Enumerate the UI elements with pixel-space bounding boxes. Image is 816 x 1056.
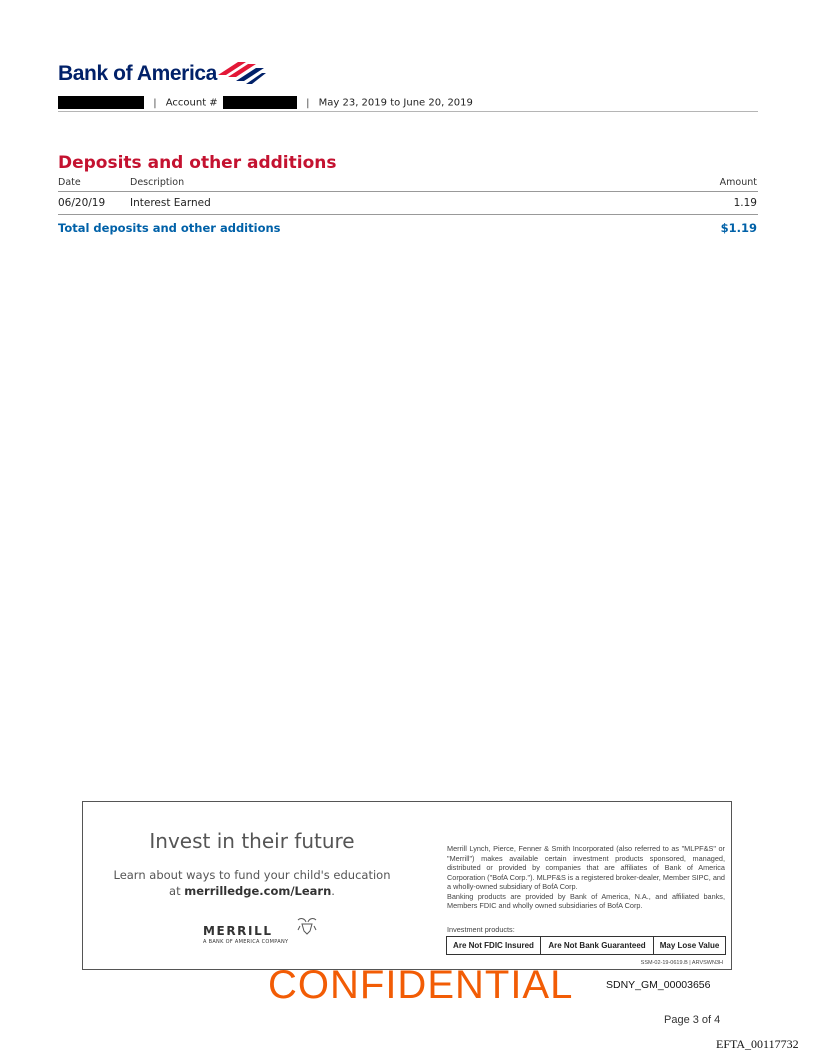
redacted-account-number xyxy=(223,96,297,109)
bank-logo xyxy=(58,58,288,92)
row-date: 06/20/19 xyxy=(58,197,106,209)
investment-products-label: Investment products: xyxy=(447,925,515,934)
ad-code: SSM-02-19-0619.B | ARVSWN3H xyxy=(640,960,723,966)
merrill-logo xyxy=(203,916,323,946)
total-label: Total deposits and other additions xyxy=(58,221,281,235)
ad-link[interactable]: merrilledge.com/Learn xyxy=(184,884,332,898)
fdic-cell: Are Not FDIC Insured xyxy=(447,937,541,954)
flag-icon xyxy=(216,58,266,84)
efta-number: EFTA_00117732 xyxy=(716,1037,799,1051)
statement-period: May 23, 2019 to June 20, 2019 xyxy=(318,97,473,109)
ad-text: . xyxy=(331,884,335,898)
separator: | xyxy=(306,97,310,109)
ad-headline: Invest in their future xyxy=(149,829,355,853)
merrill-tagline: A BANK OF AMERICA COMPANY xyxy=(203,939,289,945)
column-header-amount: Amount xyxy=(719,177,757,188)
merrill-wordmark: MERRILL xyxy=(203,924,273,938)
column-header-description: Description xyxy=(130,177,185,188)
merrill-ad-box xyxy=(82,801,732,970)
bull-icon xyxy=(295,916,319,936)
row-description: Interest Earned xyxy=(130,197,211,209)
fdic-cell: Are Not Bank Guaranteed xyxy=(541,937,654,954)
redacted-name xyxy=(58,96,144,109)
table-divider xyxy=(58,214,758,215)
column-header-date: Date xyxy=(58,177,81,188)
ad-disclaimer xyxy=(447,844,725,911)
header-divider xyxy=(58,111,758,112)
ad-text: at xyxy=(169,884,185,898)
fdic-notice-table xyxy=(446,936,726,955)
disclaimer-paragraph: Merrill Lynch, Pierce, Fenner & Smith Incorporated (also referred to as "MLPF&S" or "Merrill") makes available certain investment products sponsored, managed, distributed or provided by companies that are affiliates of Bank of America Corporation ("BofA Corp."). MLPF&S is a registered broker-dealer, Member SIPC, and a wholly-owned subsidiary of BofA Corp. xyxy=(447,844,725,891)
ad-body-line: Learn about ways to fund your child's education xyxy=(113,868,391,882)
bank-logo-wordmark: Bank of America xyxy=(58,62,217,85)
account-label: Account # xyxy=(165,97,218,109)
fdic-cell: May Lose Value xyxy=(659,941,720,950)
table-divider xyxy=(58,191,758,192)
separator: | xyxy=(153,97,157,109)
total-amount: $1.19 xyxy=(720,221,757,235)
ad-body-line xyxy=(83,884,421,898)
section-title: Deposits and other additions xyxy=(58,153,337,173)
row-amount: 1.19 xyxy=(733,197,757,209)
disclaimer-paragraph: Banking products are provided by Bank of America, N.A., and affiliated banks, Members FDIC and wholly owned subsidiaries of BofA Corp. xyxy=(447,891,725,910)
bates-number: SDNY_GM_00003656 xyxy=(606,979,711,991)
statement-header-line xyxy=(58,96,473,110)
page-number: Page 3 of 4 xyxy=(664,1014,721,1026)
confidential-stamp: CONFIDENTIAL xyxy=(268,963,574,1007)
